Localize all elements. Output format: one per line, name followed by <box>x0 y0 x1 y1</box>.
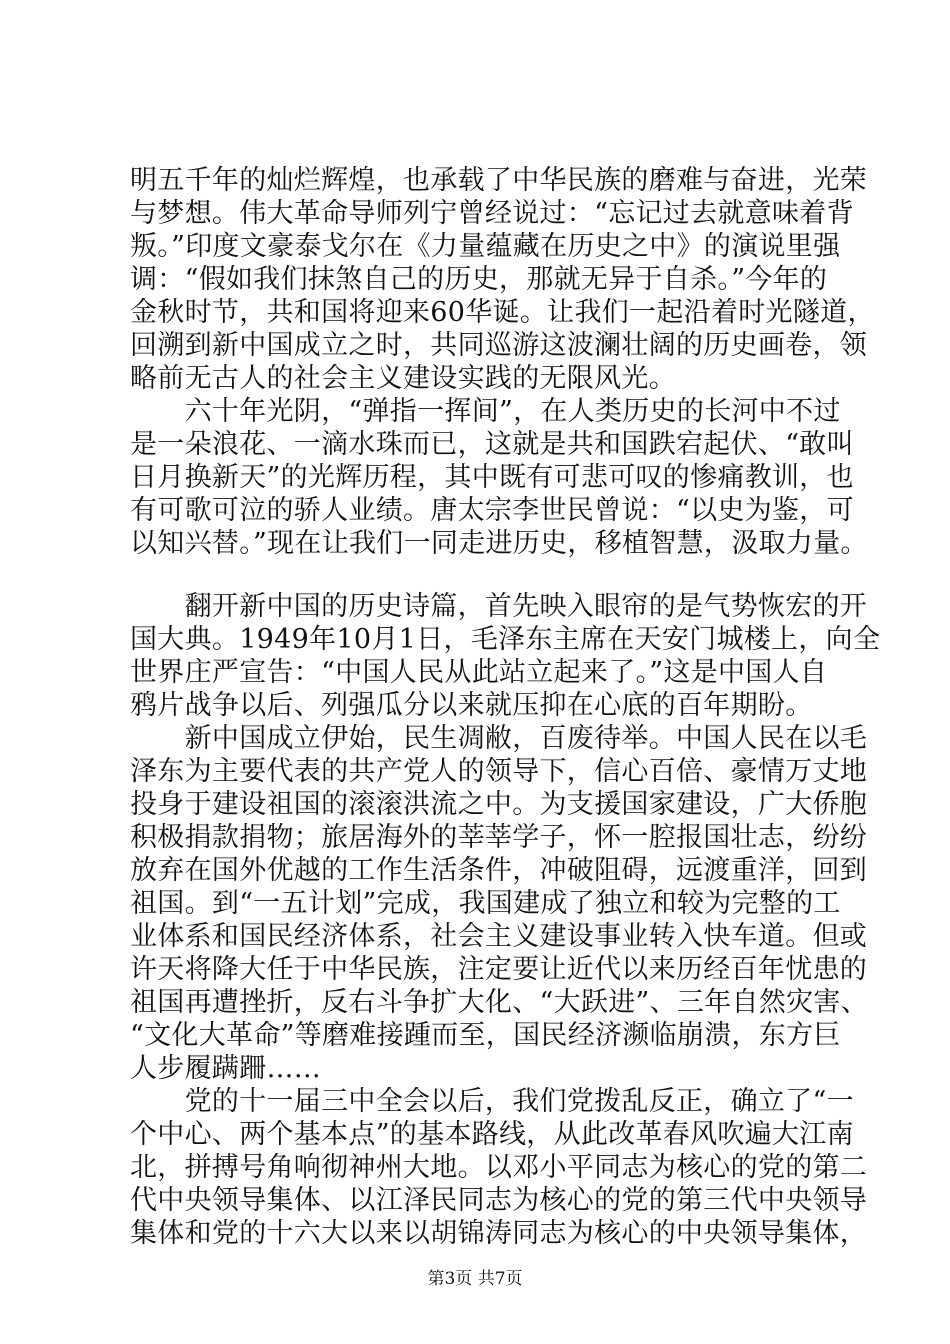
text-line: 许天将降大任于中华民族，注定要让近代以来历经百年忧患的 <box>130 954 868 985</box>
text-line: 有可歌可泣的骄人业绩。唐太宗李世民曾说：“以史为鉴，可 <box>130 495 854 526</box>
text-line: 人步履蹒跚…… <box>130 1053 322 1084</box>
text-line: 祖国。到“一五计划”完成，我国建成了独立和较为完整的工 <box>130 888 841 919</box>
text-line: 祖国再遭挫折，反右斗争扩大化、“大跃进”、三年自然灾害、 <box>130 987 869 1018</box>
text-line: 代中央领导集体、以江泽民同志为核心的党的第三代中央领导 <box>130 1185 868 1216</box>
text-line: 投身于建设祖国的滚滚洪流之中。为支援国家建设，广大侨胞 <box>130 789 868 820</box>
text-line: 新中国成立伊始，民生凋敝，百废待举。中国人民在以毛 <box>130 723 868 754</box>
text-line: 日月换新天”的光辉历程，其中既有可悲可叹的惨痛教训，也 <box>130 462 854 493</box>
text-line: “文化大革命”等磨难接踵而至，国民经济濒临崩溃，东方巨 <box>130 1020 841 1051</box>
text-line: 翻开新中国的历史诗篇，首先映入眼帘的是气势恢宏的开 <box>130 591 868 622</box>
text-line: 调：“假如我们抹煞自己的历史，那就无异于自杀。”今年的 <box>130 264 828 295</box>
text-line: 叛。”印度文豪泰戈尔在《力量蕴藏在历史之中》的演说里强 <box>130 231 841 262</box>
text-line: 泽东为主要代表的共产党人的领导下，信心百倍、豪情万丈地 <box>130 756 868 787</box>
text-line: 放弃在国外优越的工作生活条件，冲破阻碍，远渡重洋，回到 <box>130 855 868 886</box>
text-line: 金秋时节，共和国将迎来60华诞。让我们一起沿着时光隧道， <box>130 297 875 328</box>
text-line: 明五千年的灿烂辉煌，也承载了中华民族的磨难与奋进，光荣 <box>130 165 868 196</box>
text-line: 与梦想。伟大革命导师列宁曾经说过：“忘记过去就意味着背 <box>130 198 854 229</box>
text-line: 以知兴替。”现在让我们一同走进历史，移植智慧，汲取力量。 <box>130 528 868 559</box>
text-line: 略前无古人的社会主义建设实践的无限风光。 <box>130 363 676 394</box>
text-line: 国大典。1949年10月1日，毛泽东主席在天安门城楼上，向全 <box>130 624 881 655</box>
text-line: 世界庄严宣告：“中国人民从此站立起来了。”这是中国人自 <box>130 657 828 688</box>
text-line: 积极捐款捐物；旅居海外的莘莘学子，怀一腔报国壮志，纷纷 <box>130 822 868 853</box>
text-line: 集体和党的十六大以来以胡锦涛同志为核心的中央领导集体， <box>130 1218 868 1249</box>
text-line: 回溯到新中国成立之时，共同巡游这波澜壮阔的历史画卷，领 <box>130 330 868 361</box>
text-line: 业体系和国民经济体系，社会主义建设事业转入快车道。但或 <box>130 921 868 952</box>
text-line: 鸦片战争以后、列强瓜分以来就压抑在心底的百年期盼。 <box>130 690 813 721</box>
text-line: 党的十一届三中全会以后，我们党拨乱反正，确立了“一 <box>130 1086 854 1117</box>
text-line: 北，拼搏号角响彻神州大地。以邓小平同志为核心的党的第二 <box>130 1152 868 1183</box>
text-line: 六十年光阴，“弹指一挥间”，在人类历史的长河中不过 <box>130 396 841 427</box>
text-line: 个中心、两个基本点”的基本路线，从此改革春风吹遍大江南 <box>130 1119 854 1150</box>
page-number: 第3页 共7页 <box>427 1269 523 1289</box>
text-line: 是一朵浪花、一滴水珠而已，这就是共和国跌宕起伏、“敢叫 <box>130 429 854 460</box>
